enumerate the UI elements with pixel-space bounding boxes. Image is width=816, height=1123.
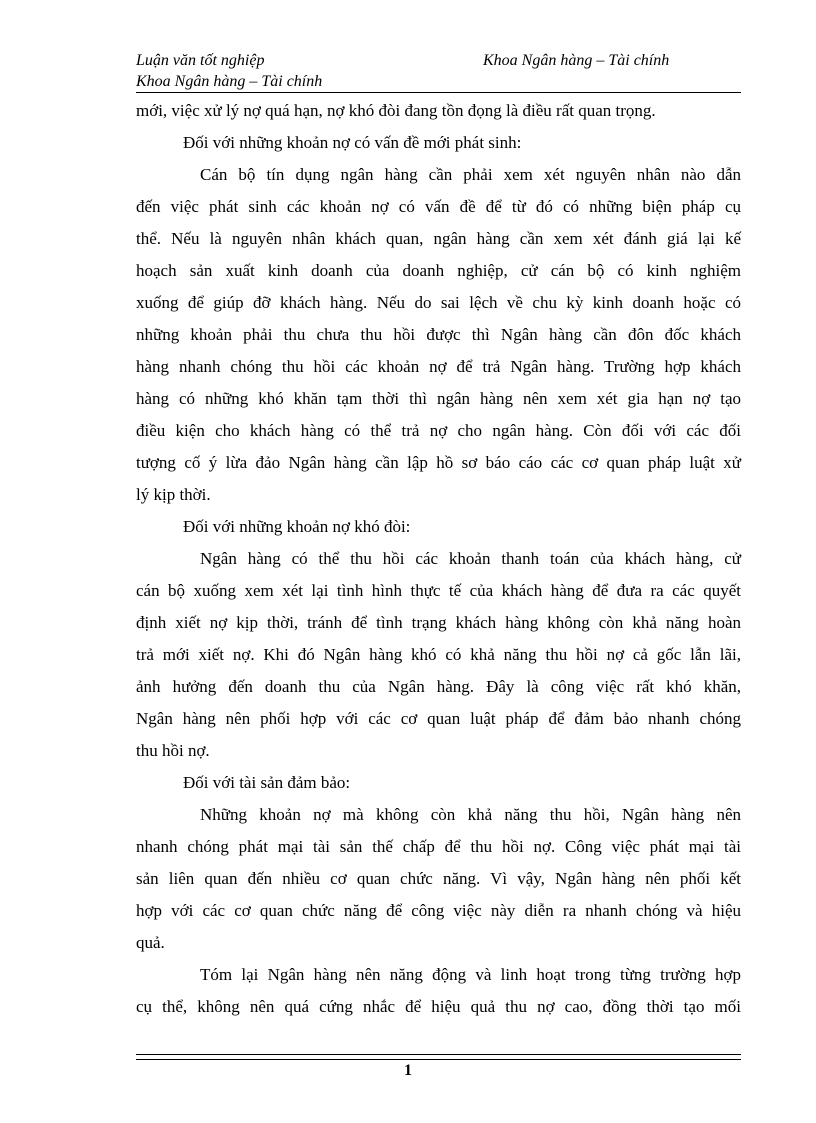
text-line: mới, việc xử lý nợ quá hạn, nợ khó đòi đang tồn đọng là điều rất quan trọng. — [136, 101, 656, 120]
text-line: hàng nhanh chóng thu hồi các khoản nợ để trả Ngân hàng. Trường hợp khách — [136, 357, 741, 376]
section-heading-collateral: Đối với tài sản đảm bảo: — [183, 773, 351, 792]
paragraph-conclusion — [136, 959, 741, 1023]
text-line: cán bộ xuống xem xét lại tình hình thực tế của khách hàng để đưa ra các quyết — [136, 581, 741, 600]
text-line: lý kịp thời. — [136, 485, 211, 504]
text-line: hoạch sản xuất kinh doanh của doanh nghiệp, cử cán bộ có kinh nghiệm — [136, 261, 741, 280]
section-heading-bad-debts: Đối với những khoản nợ khó đòi: — [183, 517, 411, 536]
text-line: xuống để giúp đỡ khách hàng. Nếu do sai lệch về chu kỳ kinh doanh hoặc có — [136, 293, 741, 312]
paragraph-bad-debts — [136, 543, 741, 767]
paragraph-new-debts — [136, 159, 741, 511]
text-line: Ngân hàng có thể thu hồi các khoản thanh toán của khách hàng, cử — [200, 549, 741, 568]
text-line: cụ thể, không nên quá cứng nhắc để hiệu quả thu nợ cao, đồng thời tạo mối — [136, 997, 741, 1016]
text-line: tượng cố ý lừa đảo Ngân hàng cần lập hồ sơ báo cáo các cơ quan pháp luật xử — [136, 453, 741, 472]
document-body — [136, 95, 741, 1023]
text-line: quả. — [136, 933, 165, 952]
text-line: ảnh hưởng đến doanh thu của Ngân hàng. Đây là công việc rất khó khăn, — [136, 677, 741, 696]
text-line: hợp với các cơ quan chức năng để công việc này diễn ra nhanh chóng và hiệu — [136, 901, 741, 920]
text-line: sản liên quan đến nhiều cơ quan chức năng. Vì vậy, Ngân hàng nên phối kết — [136, 869, 741, 888]
header-thesis-label: Luận văn tốt nghiệp — [136, 52, 265, 69]
paragraph-collateral — [136, 799, 741, 959]
text-line: Cán bộ tín dụng ngân hàng cần phải xem xét nguyên nhân nào dẫn — [200, 165, 741, 184]
text-line: trả mới xiết nợ. Khi đó Ngân hàng khó có khả năng thu hồi nợ cả gốc lẫn lãi, — [136, 645, 741, 664]
text-line: thu hồi nợ. — [136, 741, 210, 760]
text-line: Những khoản nợ mà không còn khả năng thu hồi, Ngân hàng nên — [200, 805, 741, 824]
section-heading-new-debts: Đối với những khoản nợ có vấn đề mới phát sinh: — [183, 133, 522, 152]
text-line: những khoản phải thu chưa thu hồi được thì Ngân hàng cần đôn đốc khách — [136, 325, 741, 344]
header-faculty-label: Khoa Ngân hàng – Tài chính — [136, 73, 323, 90]
text-line: hàng có những khó khăn tạm thời thì ngân hàng nên xem xét gia hạn nợ tạo — [136, 389, 741, 408]
text-line: nhanh chóng phát mại tài sản thế chấp để thu hồi nợ. Công việc phát mại tài — [136, 837, 741, 856]
text-line: đến việc phát sinh các khoản nợ có vấn đề để từ đó có những biện pháp cụ — [136, 197, 741, 216]
text-line: Ngân hàng nên phối hợp với các cơ quan luật pháp để đảm bảo nhanh chóng — [136, 709, 741, 728]
text-line: định xiết nợ kịp thời, tránh để tình trạng khách hàng không còn khả năng hoàn — [136, 613, 741, 632]
text-line: thể. Nếu là nguyên nhân khách quan, ngân hàng cần xem xét đánh giá lại kế — [136, 229, 741, 248]
page-number: 1 — [404, 1062, 412, 1079]
text-line: Tóm lại Ngân hàng nên năng động và linh hoạt trong từng trường hợp — [200, 965, 741, 984]
running-header-right: Khoa Ngân hàng – Tài chính — [483, 52, 670, 69]
footer-double-rule — [136, 1054, 741, 1060]
running-header-left — [136, 50, 322, 92]
text-line: điều kiện cho khách hàng có thể trả nợ cho ngân hàng. Còn đối với các đối — [136, 421, 741, 440]
paragraph-continuation — [136, 95, 741, 127]
header-rule — [136, 92, 741, 93]
